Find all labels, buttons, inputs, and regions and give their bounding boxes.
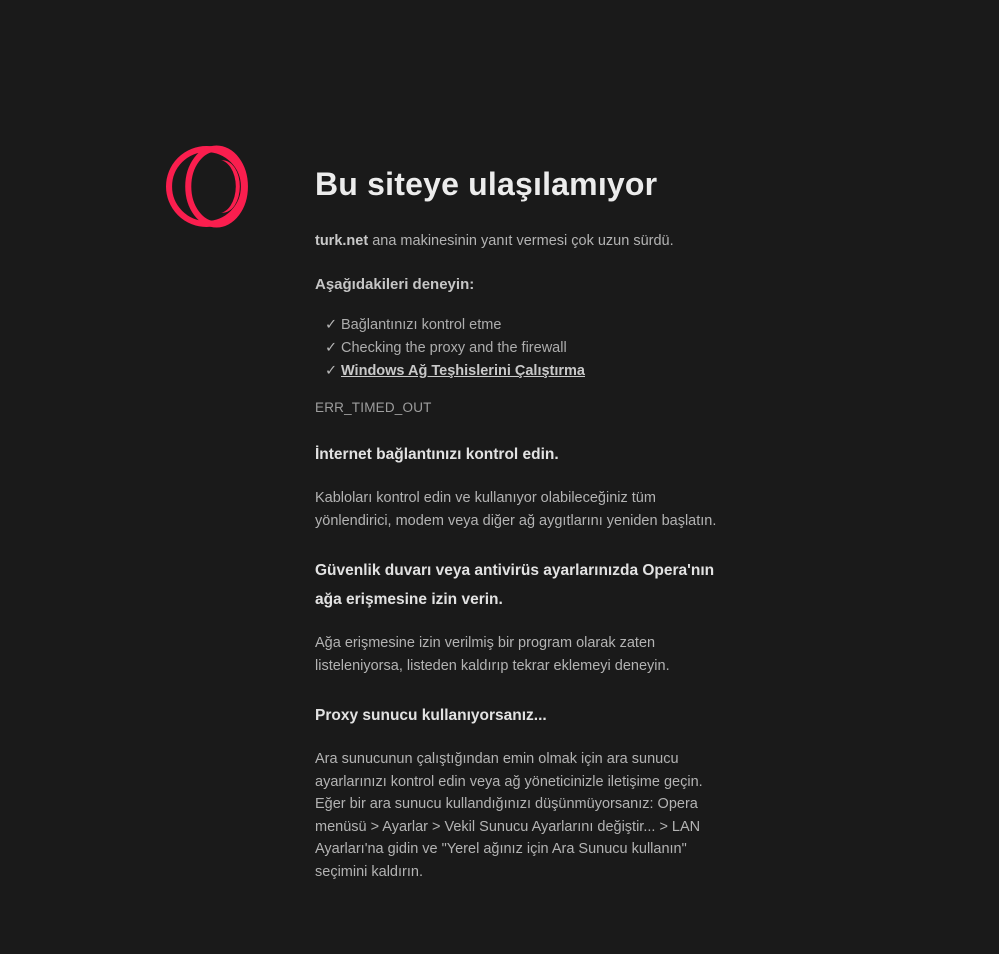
- subtitle-text: ana makinesinin yanıt vermesi çok uzun sürdü.: [368, 233, 674, 249]
- section-heading: Proxy sunucu kullanıyorsanız...: [315, 707, 547, 724]
- error-code: ERR_TIMED_OUT: [315, 400, 432, 415]
- page-title: Bu siteye ulaşılamıyor: [315, 166, 658, 202]
- checkmark-icon: ✓: [325, 317, 338, 333]
- section-heading: Güvenlik duvarı veya antivirüs ayarlarınızda Opera'nın ağa erişmesine izin verin.: [315, 562, 715, 608]
- section-proxy: [315, 701, 735, 883]
- list-item: [325, 314, 735, 337]
- section-firewall-antivirus: [315, 556, 735, 677]
- opera-gx-logo: [166, 145, 253, 228]
- suggestion-label: Checking the proxy and the firewall: [341, 340, 567, 356]
- list-item: [325, 337, 735, 360]
- section-body: Kabloları kontrol edin ve kullanıyor olabileceğiniz tüm yönlendirici, modem veya diğer ağ aygıtlarını yeniden başlatın.: [315, 490, 717, 529]
- suggestions-list: [315, 314, 735, 383]
- checkmark-icon: ✓: [325, 363, 338, 379]
- section-body: Ara sunucunun çalıştığından emin olmak için ara sunucu ayarlarınızı kontrol edin veya ağ yöneticinizle iletişime geçin. Eğer bir ara sunucu kullandığınızı düşünmüyorsanız: Opera menüsü > Ayarlar > Vekil Sunucu Ayarlarını değiştir... > LAN Ayarları'na gidin ve "Yerel ağınız için Ara Sunucu kullanın" seçimini kaldırın.: [315, 751, 703, 880]
- run-network-diagnostics-link[interactable]: Windows Ağ Teşhislerini Çalıştırma: [341, 363, 586, 379]
- suggestions-heading: Aşağıdakileri deneyin:: [315, 276, 475, 293]
- checkmark-icon: ✓: [325, 340, 338, 356]
- host-name: turk.net: [315, 233, 369, 249]
- error-subtitle: [315, 230, 735, 252]
- error-content: [315, 164, 735, 883]
- section-body: Ağa erişmesine izin verilmiş bir program olarak zaten listeleniyorsa, listeden kaldırıp tekrar eklemeyi deneyin.: [315, 635, 670, 674]
- section-check-connection: [315, 440, 735, 532]
- opera-gx-logo-icon: [166, 145, 253, 228]
- suggestion-label: Bağlantınızı kontrol etme: [341, 317, 502, 333]
- list-item: [325, 360, 735, 383]
- section-heading: İnternet bağlantınızı kontrol edin.: [315, 446, 559, 463]
